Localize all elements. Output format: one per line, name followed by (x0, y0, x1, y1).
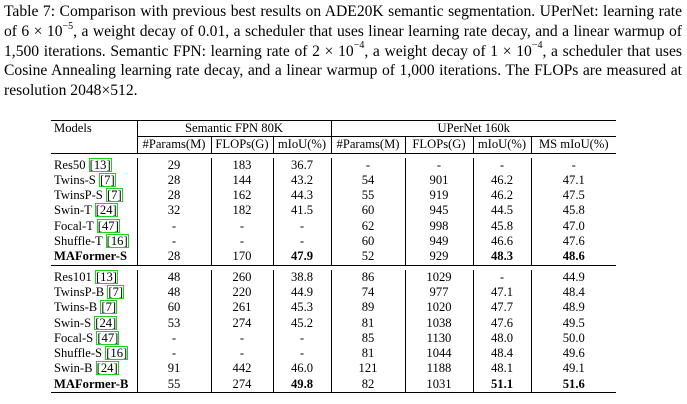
value-cell: 46.2 (473, 173, 531, 188)
model-name: Focal-T (54, 218, 94, 233)
value-cell: 182 (211, 203, 273, 218)
table-row (51, 188, 616, 203)
model-name: Swin-S (54, 315, 92, 330)
value-cell: 85 (331, 331, 405, 346)
citation-link[interactable]: [24] (96, 361, 118, 376)
value-cell: 48.6 (562, 249, 585, 264)
table-row (51, 234, 616, 249)
table-row (51, 270, 616, 285)
citation-number: 24 (100, 361, 114, 376)
value-cell: 49.8 (273, 377, 331, 393)
value-cell: - (331, 158, 405, 173)
value-cell: 170 (211, 249, 273, 265)
table-row (51, 346, 616, 361)
value-cell: 144 (211, 173, 273, 188)
model-name: TwinsP-S (54, 188, 103, 203)
value-cell: 48.0 (473, 331, 531, 346)
value-cell: 47.7 (473, 300, 531, 315)
value-cell: - (473, 270, 531, 285)
citation-number: 7 (111, 188, 118, 203)
col-fpn-miou: mIoU(%) (273, 137, 331, 153)
value-cell: 55 (331, 188, 405, 203)
value-cell: 48.9 (562, 300, 585, 315)
value-cell: - (405, 158, 473, 173)
value-cell: 55 (137, 377, 211, 393)
model-name-cell (51, 188, 137, 203)
model-name: Twins-B (54, 300, 98, 315)
value-cell: 41.5 (273, 203, 331, 218)
value-cell: - (137, 331, 211, 346)
value-cell: - (571, 157, 576, 172)
model-name-cell (51, 377, 137, 393)
col-fpn-flops: FLOPs(G) (211, 137, 273, 153)
value-cell: 47.5 (562, 188, 585, 203)
col-upernet-ms-miou: MS mIoU(%) (538, 137, 609, 152)
value-cell: 901 (405, 173, 473, 188)
col-upernet-params: #Params(M) (331, 137, 405, 153)
value-cell: 46.6 (473, 234, 531, 249)
value-cell: 44.3 (273, 188, 331, 203)
value-cell: - (211, 219, 273, 234)
value-cell: 45.2 (273, 316, 331, 331)
citation-link[interactable]: [7] (108, 284, 124, 299)
value-cell: 86 (331, 270, 405, 285)
value-cell: 46.2 (473, 188, 531, 203)
value-cell: 45.8 (562, 203, 585, 218)
caption-middle-1: , a weight decay of 0.01, a scheduler that uses linear learning rate decay, and a linear warmup of 1,500 iterations. Semantic FPN: learning rate of 2 × 10 (4, 22, 682, 60)
value-cell: - (137, 234, 211, 249)
value-cell: 998 (405, 219, 473, 234)
model-name: Focal-S (54, 330, 94, 345)
model-name: Twins-S (54, 172, 96, 187)
col-upernet-flops: FLOPs(G) (405, 137, 473, 153)
value-cell: 81 (331, 346, 405, 361)
value-cell: - (211, 346, 273, 361)
model-name-cell (51, 346, 137, 361)
table-row (51, 316, 616, 331)
value-cell: 1038 (405, 316, 473, 331)
group-label-upernet: UPerNet 160k (437, 121, 510, 135)
value-cell: 48 (137, 285, 211, 300)
value-cell: 442 (211, 361, 273, 376)
group-header-upernet (331, 121, 616, 137)
value-cell: 38.8 (273, 270, 331, 285)
value-cell: 48 (137, 270, 211, 285)
value-cell: 260 (211, 270, 273, 285)
value-cell: 1044 (405, 346, 473, 361)
citation-number: 7 (104, 172, 111, 187)
citation-link[interactable]: [7] (99, 172, 115, 187)
value-cell: 220 (211, 285, 273, 300)
citation-number: 24 (99, 315, 113, 330)
citation-link[interactable]: [7] (101, 300, 117, 315)
model-name-cell (51, 234, 137, 249)
citation-link[interactable]: [47] (97, 330, 119, 345)
caption-exponent-3: −4 (531, 40, 543, 52)
value-cell: 44.9 (562, 269, 585, 284)
value-cell: 1029 (405, 270, 473, 285)
citation-number: 24 (99, 203, 113, 218)
models-header: Models (51, 121, 137, 137)
value-cell: 977 (405, 285, 473, 300)
citation-number: 13 (93, 157, 107, 172)
table-row (51, 203, 616, 218)
caption-exponent-1: −5 (62, 20, 74, 32)
table-row (51, 300, 616, 315)
citation-number: 16 (110, 234, 124, 249)
value-cell: 28 (137, 188, 211, 203)
value-cell: 28 (137, 249, 211, 265)
value-cell: 45.3 (273, 300, 331, 315)
table-caption (4, 2, 682, 101)
value-cell: 44.9 (273, 285, 331, 300)
value-cell: 162 (211, 188, 273, 203)
model-name-cell (51, 285, 137, 300)
group-header-fpn (137, 121, 331, 137)
value-cell: - (211, 331, 273, 346)
table-row (51, 219, 616, 234)
citation-link[interactable]: [16] (106, 346, 128, 361)
citation-link[interactable]: [47] (97, 218, 119, 233)
model-name: Shuffle-S (54, 346, 103, 361)
model-name: Shuffle-T (54, 234, 103, 249)
results-table-container (51, 120, 616, 393)
value-cell: 261 (211, 300, 273, 315)
citation-link[interactable]: [13] (95, 269, 117, 284)
value-cell: 60 (331, 234, 405, 249)
value-cell: 929 (405, 249, 473, 265)
table-row (51, 158, 616, 173)
value-cell: 48.4 (562, 284, 585, 299)
value-cell: - (473, 158, 531, 173)
value-cell: 52 (331, 249, 405, 265)
value-cell: 48.1 (473, 361, 531, 376)
citation-link[interactable]: [16] (106, 234, 128, 249)
caption-prefix: Table 7: Comparison with previous best results on ADE20K semantic segmentation. UPerNet: learning rate of 6 × 10 (4, 3, 682, 40)
value-cell: 183 (211, 158, 273, 173)
value-cell: - (273, 219, 331, 234)
model-name: Swin-B (54, 361, 93, 376)
value-cell: 43.2 (273, 173, 331, 188)
column-header-row (51, 137, 616, 153)
value-cell: 91 (137, 361, 211, 376)
table-row (51, 331, 616, 346)
value-cell: 32 (137, 203, 211, 218)
value-cell: 48.4 (473, 346, 531, 361)
group-header-row (51, 121, 616, 137)
value-cell: 36.7 (273, 158, 331, 173)
citation-number: 16 (110, 346, 123, 361)
model-name-cell (51, 158, 137, 173)
value-cell: 49.1 (562, 361, 585, 376)
value-cell: 48.3 (473, 249, 531, 265)
value-cell: 53 (137, 316, 211, 331)
table-row (51, 361, 616, 376)
model-name-cell (51, 203, 137, 218)
value-cell: 47.9 (273, 249, 331, 265)
value-cell: 60 (137, 300, 211, 315)
value-cell: 1031 (405, 377, 473, 393)
value-cell: 919 (405, 188, 473, 203)
caption-middle-2: , a weight decay of 1 × 10 (364, 42, 532, 60)
citation-number: 47 (102, 218, 115, 233)
citation-link[interactable]: [7] (106, 188, 122, 203)
value-cell: 945 (405, 203, 473, 218)
model-name: Res50 (54, 157, 86, 172)
value-cell: 74 (331, 285, 405, 300)
value-cell: - (273, 331, 331, 346)
model-name: Res101 (54, 269, 92, 284)
value-cell: 54 (331, 173, 405, 188)
model-name: MAFormer-S (54, 249, 127, 264)
model-name-cell (51, 361, 137, 376)
model-name-cell (51, 316, 137, 331)
citation-number: 13 (100, 269, 113, 284)
value-cell: 60 (331, 203, 405, 218)
citation-number: 7 (112, 284, 119, 299)
value-cell: 1020 (405, 300, 473, 315)
value-cell: 51.6 (562, 376, 585, 391)
value-cell: 274 (211, 316, 273, 331)
table-row (51, 377, 616, 393)
value-cell: 45.8 (473, 219, 531, 234)
table-row (51, 285, 616, 300)
citation-link[interactable]: [24] (95, 203, 117, 218)
value-cell: 44.5 (473, 203, 531, 218)
value-cell: 1188 (405, 361, 473, 376)
value-cell: - (273, 234, 331, 249)
value-cell: 81 (331, 316, 405, 331)
value-cell: - (273, 346, 331, 361)
value-cell: 47.1 (473, 285, 531, 300)
model-name-cell (51, 331, 137, 346)
model-name: TwinsP-B (54, 284, 105, 299)
value-cell: 51.1 (473, 377, 531, 393)
value-cell: 49.5 (562, 315, 585, 330)
value-cell: 89 (331, 300, 405, 315)
col-upernet-miou: mIoU(%) (473, 137, 531, 153)
table-row (51, 249, 616, 265)
citation-link[interactable]: [24] (95, 315, 117, 330)
value-cell: 1130 (405, 331, 473, 346)
value-cell: 49.6 (562, 346, 585, 361)
model-name-cell (51, 173, 137, 188)
col-fpn-params: #Params(M) (137, 137, 211, 153)
value-cell: 47.6 (562, 234, 585, 249)
caption-suffix: , a scheduler that uses Cosine Annealing learning rate decay, and a linear warmup of 1,000 iterations. The FLOPs are measured at resolution 2048×512. (4, 42, 682, 100)
value-cell: 274 (211, 377, 273, 393)
citation-number: 47 (101, 330, 115, 345)
value-cell: 29 (137, 158, 211, 173)
caption-exponent-2: −4 (353, 40, 365, 52)
value-cell: 28 (137, 173, 211, 188)
model-name: MAFormer-B (54, 376, 129, 391)
model-name-cell (51, 270, 137, 285)
value-cell: 47.6 (473, 316, 531, 331)
citation-link[interactable]: [13] (89, 157, 111, 172)
value-cell: 47.1 (562, 172, 585, 187)
value-cell: 62 (331, 219, 405, 234)
value-cell: 50.0 (562, 330, 585, 345)
table-row (51, 173, 616, 188)
model-name-cell (51, 219, 137, 234)
model-name: Swin-T (54, 203, 92, 218)
value-cell: - (137, 346, 211, 361)
citation-number: 7 (105, 300, 112, 315)
value-cell: 82 (331, 377, 405, 393)
value-cell: 949 (405, 234, 473, 249)
model-name-cell (51, 249, 137, 265)
group-label-fpn: Semantic FPN 80K (185, 121, 283, 135)
value-cell: - (137, 219, 211, 234)
value-cell: - (211, 234, 273, 249)
model-name-cell (51, 300, 137, 315)
header-spacer (51, 137, 137, 153)
value-cell: 46.0 (273, 361, 331, 376)
value-cell: 47.0 (562, 218, 585, 233)
results-table (51, 120, 616, 393)
value-cell: 121 (331, 361, 405, 376)
